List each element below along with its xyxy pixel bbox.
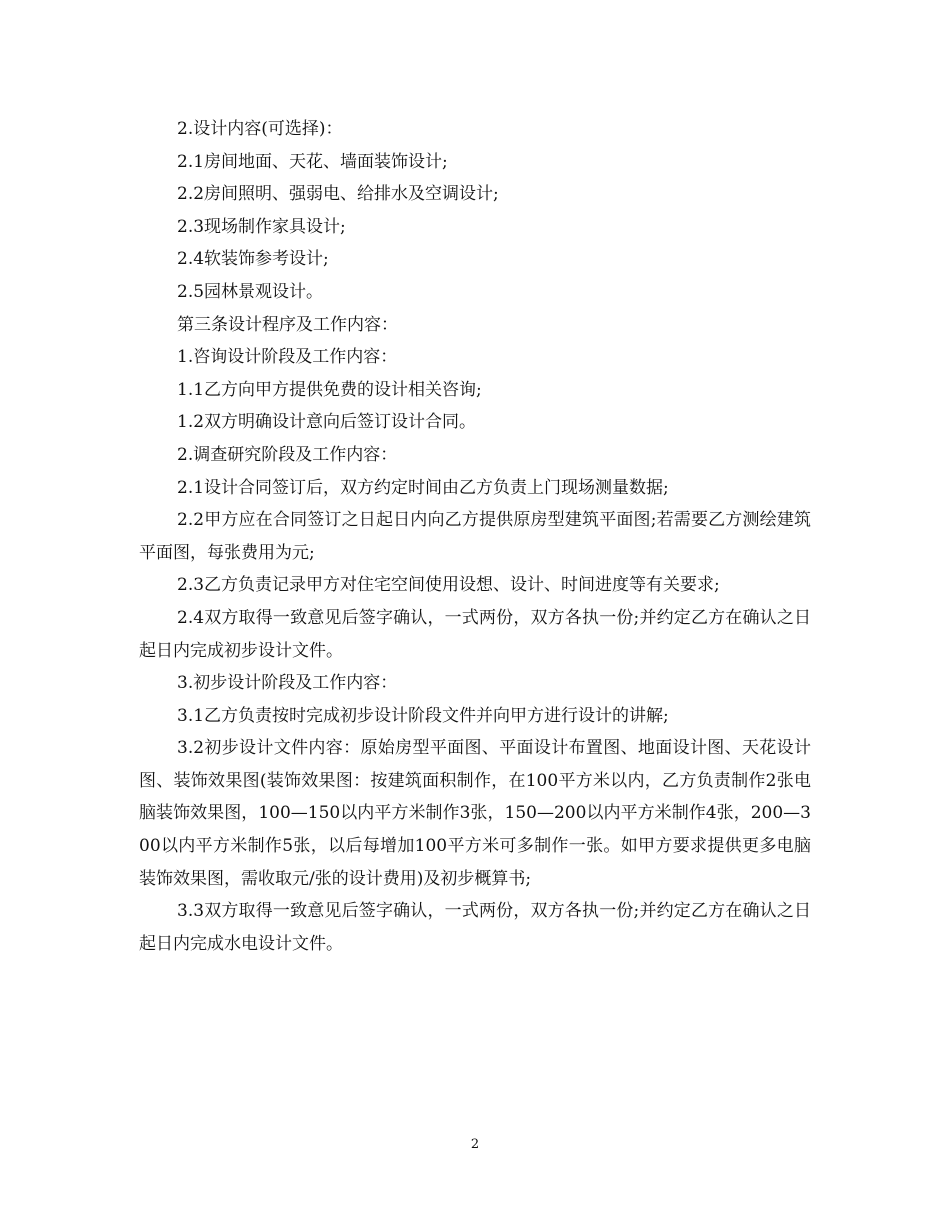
paragraph-3-3: 3.3双方取得一致意见后签字确认，一式两份，双方各执一份;并约定乙方在确认之日起日内完成水电设计文件。 bbox=[139, 901, 811, 954]
paragraph-1-1: 1.1乙方向甲方提供免费的设计相关咨询; bbox=[177, 379, 482, 400]
document-body bbox=[139, 113, 811, 960]
paragraph-research-2-4: 2.4双方取得一致意见后签字确认，一式两份，双方各执一份;并约定乙方在确认之日起日内完成初步设计文件。 bbox=[139, 607, 811, 661]
paragraph-2-2: 2.2房间照明、强弱电、给排水及空调设计; bbox=[177, 184, 499, 205]
paragraph-1-2: 1.2双方明确设计意向后签订设计合同。 bbox=[177, 412, 477, 433]
paragraph-design-content: 2.设计内容(可选择)： bbox=[177, 119, 343, 139]
paragraph-research-stage: 2.调查研究阶段及工作内容： bbox=[177, 444, 398, 465]
paragraph-2-1: 2.1房间地面、天花、墙面装饰设计; bbox=[177, 151, 448, 172]
paragraph-2-5: 2.5园林景观设计。 bbox=[177, 281, 324, 302]
paragraph-research-2-2: 2.2甲方应在合同签订之日起日内向乙方提供原房型建筑平面图;若需要乙方测绘建筑平面图，每张费用为元; bbox=[139, 510, 811, 563]
paragraph-3-2: 3.2初步设计文件内容：原始房型平面图、平面设计布置图、地面设计图、天花设计图、装饰效果图(装饰效果图：按建筑面积制作，在100平方米以内，乙方负责制作2张电脑装饰效果图，100—150以内平方米制作3张，150—200以内平方米制作4张，200—300以内平方米制作5张，以后每增加100平方米可多制作一张。如甲方要求提供更多电脑装饰效果图，需收取元/张的设计费用)及初步概算书; bbox=[139, 738, 811, 889]
paragraph-research-2-1: 2.1设计合同签订后，双方约定时间由乙方负责上门现场测量数据; bbox=[177, 477, 669, 498]
paragraph-3-1: 3.1乙方负责按时完成初步设计阶段文件并向甲方进行设计的讲解; bbox=[177, 705, 669, 726]
paragraph-2-4: 2.4软装饰参考设计; bbox=[177, 249, 329, 270]
paragraph-2-3: 2.3现场制作家具设计; bbox=[177, 216, 346, 237]
paragraph-preliminary-stage: 3.初步设计阶段及工作内容： bbox=[177, 673, 398, 694]
section-heading-article-3: 第三条设计程序及工作内容： bbox=[177, 314, 398, 335]
paragraph-research-2-3: 2.3乙方负责记录甲方对住宅空间使用设想、设计、时间进度等有关要求; bbox=[177, 575, 720, 596]
page-number: 2 bbox=[470, 1137, 480, 1152]
paragraph-consult-stage: 1.咨询设计阶段及工作内容： bbox=[177, 347, 398, 368]
